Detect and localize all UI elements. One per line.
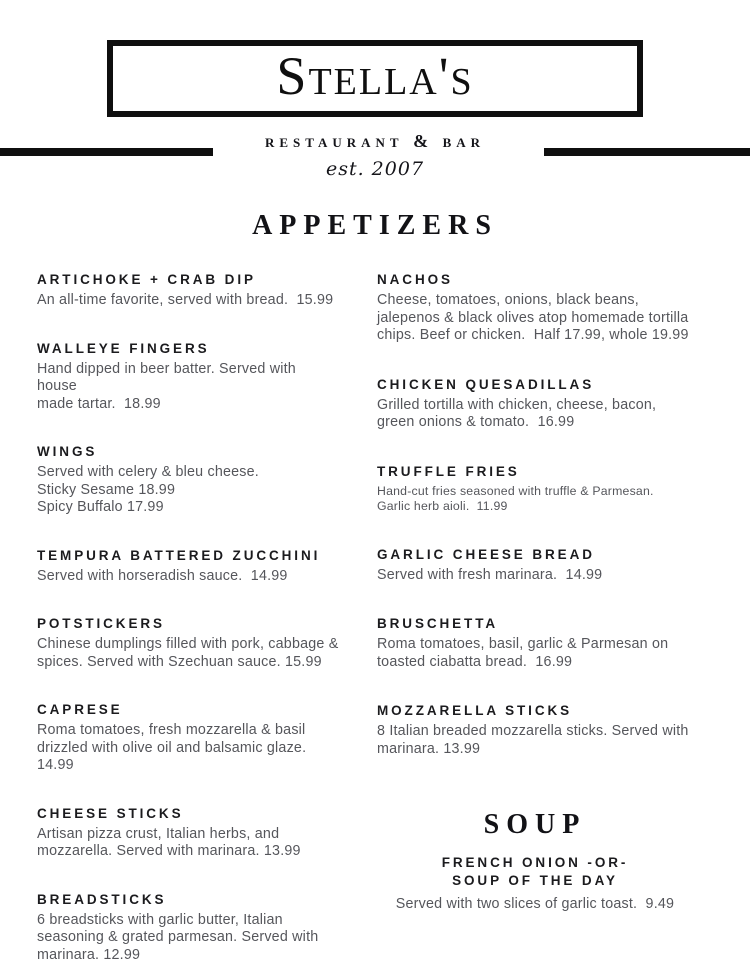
menu-item-nachos [377,270,693,345]
menu-item-name-line: SOUP OF THE DAY [452,873,618,888]
menu-item-cheese-sticks [37,804,340,861]
menu-item-description: Served with horseradish sauce. 14.99 [37,567,288,584]
menu-item-name: ARTICHOKE + CRAB DIP [37,272,256,287]
menu-item-garlic-cheese-bread [377,545,693,585]
menu-item-description: 6 breadsticks with garlic butter, Italian seasoning & grated parmesan. Served with marinara. 12.99 [37,911,319,963]
menu-item-name: WALLEYE FINGERS [37,340,210,356]
menu-item-artichoke-crab-dip [37,270,340,310]
menu-item-description: Roma tomatoes, fresh mozzarella & basil drizzled with olive oil and balsamic glaze. 14.99 [37,722,315,773]
menu-item-french-onion-or-soup-of-the-day [377,854,693,912]
menu-item-name: BRUSCHETTA [377,616,498,631]
menu-item-description: Hand-cut fries seasoned with truffle & Parmesan. Garlic herb aioli. 11.99 [377,483,654,513]
menu-item-wings [37,442,340,517]
menu-item-name: CHEESE STICKS [37,805,184,821]
menu-item-description: Grilled tortilla with chicken, cheese, bacon, green onions & tomato. 16.99 [377,396,657,430]
menu-item-description: Chinese dumplings filled with pork, cabbage & spices. Served with Szechuan sauce. 15.99 [37,636,339,670]
menu-item-potstickers [37,614,340,671]
restaurant-tagline: restaurant & bar [264,131,486,151]
menu-item-name: TEMPURA BATTERED ZUCCHINI [37,547,321,563]
menu-item-bruschetta [377,614,693,671]
established-year: est. 2007 [325,158,425,180]
menu-item-name: BREADSTICKS [37,891,167,907]
menu-item-breadsticks [37,890,340,965]
menu-item-description: Served with two slices of garlic toast. 9.49 [395,896,675,912]
menu-item-description: Hand dipped in beer batter. Served with house made tartar. 18.99 [37,360,301,412]
menu-item-caprese [37,700,340,775]
section-soup [377,808,693,912]
menu-item-walleye-fingers [37,339,340,414]
section-title-appetizers: APPETIZERS [252,210,498,241]
section-title-soup: SOUP [483,809,587,840]
appetizers-left-column [37,270,340,971]
menu-item-name: NACHOS [377,272,453,287]
menu-item-description: Cheese, tomatoes, onions, black beans, jalepenos & black olives atop homemade tortilla chips. Beef or chicken. Half 17.99, whole 19.99 [377,292,689,343]
menu-item-description: Artisan pizza crust, Italian herbs, and mozzarella. Served with marinara. 13.99 [37,825,301,859]
menu-item-name: CAPRESE [37,702,123,717]
menu-item-name: WINGS [37,444,98,459]
menu-item-description: 8 Italian breaded mozzarella sticks. Served with marinara. 13.99 [377,723,689,757]
menu-item-name: MOZZARELLA STICKS [377,703,573,718]
menu-item-name: CHICKEN QUESADILLAS [377,376,595,392]
menu-item-name-line: FRENCH ONION -OR- [441,855,629,870]
menu-item-description: Served with celery & bleu cheese. Sticky Sesame 18.99 Spicy Buffalo 17.99 [37,464,259,515]
menu-item-name: TRUFFLE FRIES [377,463,520,479]
menu-item-chicken-quesadillas [377,375,693,432]
restaurant-name: Stella's [276,45,474,106]
menu-item-name: GARLIC CHEESE BREAD [377,546,595,562]
menu-item-description: Roma tomatoes, basil, garlic & Parmesan on toasted ciabatta bread. 16.99 [377,636,669,670]
menu-item-description: Served with fresh marinara. 14.99 [377,566,603,583]
menu-item-mozzarella-sticks [377,701,693,758]
restaurant-logo-box [107,40,643,117]
menu-item-description: An all-time favorite, served with bread. 15.99 [37,292,334,308]
menu-item-name: POTSTICKERS [37,616,165,631]
appetizers-right-column [377,270,693,942]
menu-item-tempura-battered-zucchini [37,546,340,586]
menu-item-truffle-fries [377,462,693,515]
